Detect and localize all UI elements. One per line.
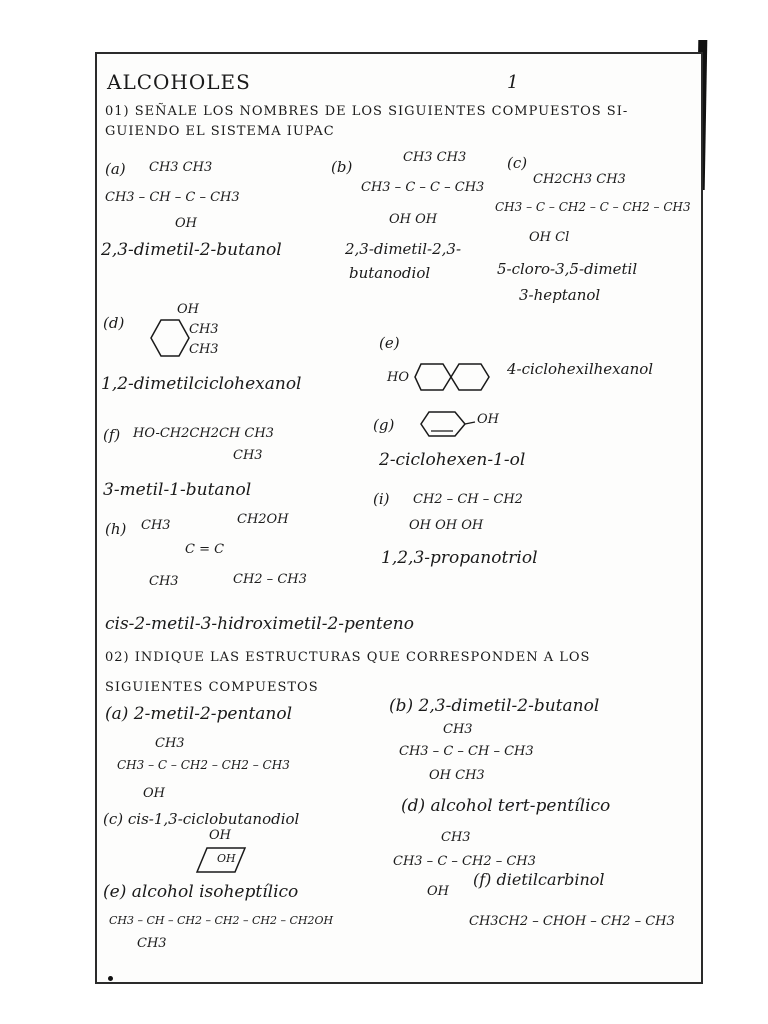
q1f-sub: CH3 — [233, 448, 263, 463]
q2e-sub: CH3 — [137, 936, 167, 951]
q2b-chain: CH3 – C – CH – CH3 — [399, 744, 534, 759]
q1f-label: (f) — [103, 426, 121, 444]
q1g-oh: OH — [477, 412, 499, 427]
q1e-label: (e) — [379, 334, 400, 352]
q1h-top-right: CH2OH — [237, 512, 289, 527]
q1e-ho: HO — [387, 370, 409, 385]
q1i-oh: OH OH OH — [409, 518, 484, 533]
q1h-top-left: CH3 — [141, 518, 171, 533]
q1a-label: (a) — [105, 160, 126, 178]
notebook-page — [95, 52, 703, 984]
pen-dot — [108, 976, 113, 981]
q1a-name: 2,3-dimetil-2-butanol — [101, 240, 282, 260]
q1e-name: 4-ciclohexilhexanol — [507, 360, 654, 378]
q2b-name: (b) 2,3-dimetil-2-butanol — [389, 696, 600, 716]
q1a-oh: OH — [175, 216, 197, 231]
q1c-label: (c) — [507, 154, 528, 172]
q1c-sub: OH Cl — [529, 230, 570, 245]
q1h-center: C = C — [185, 542, 225, 557]
q1d-ch3-bottom: CH3 — [189, 342, 219, 357]
q1i-formula: CH2 – CH – CH2 — [413, 492, 523, 507]
q2c-oh-in: OH — [217, 852, 236, 865]
q1c-chain: CH3 – C – CH2 – C – CH2 – CH3 — [495, 200, 691, 214]
q1a-branch: CH3 CH3 — [149, 160, 213, 175]
q2c-oh-top: OH — [209, 828, 231, 843]
q1b-chain: CH3 – C – C – CH3 — [361, 180, 485, 195]
q1i-label: (i) — [373, 490, 390, 508]
q2b-sub: OH CH3 — [429, 768, 485, 783]
q1h-label: (h) — [105, 520, 127, 538]
q1b-name-line1: 2,3-dimetil-2,3- — [345, 240, 462, 258]
q1c-branch: CH2CH3 CH3 — [533, 172, 626, 187]
q1d-ch3-top: CH3 — [189, 322, 219, 337]
q2f-name: (f) dietilcarbinol — [473, 870, 605, 889]
q2b-branch: CH3 — [443, 722, 473, 737]
q1b-oh: OH OH — [389, 212, 438, 227]
q2d-name: (d) alcohol tert-pentílico — [401, 796, 611, 816]
q1f-formula: HO-CH2CH2CH CH3 — [133, 426, 274, 441]
q2a-branch: CH3 — [155, 736, 185, 751]
q2c-name: (c) cis-1,3-ciclobutanodiol — [103, 810, 300, 828]
page-number: 1 — [507, 72, 519, 93]
q1h-name: cis-2-metil-3-hidroximetil-2-penteno — [105, 614, 414, 634]
q1d-label: (d) — [103, 314, 125, 332]
q2a-name: (a) 2-metil-2-pentanol — [105, 704, 293, 724]
page-title: ALCOHOLES — [107, 70, 251, 94]
q1g-label: (g) — [373, 416, 395, 434]
q1c-name-line2: 3-heptanol — [519, 286, 601, 304]
q1b-label: (b) — [331, 158, 353, 176]
q1d-oh: OH — [177, 302, 199, 317]
q2-heading-line2: SIGUIENTES COMPUESTOS — [105, 680, 319, 695]
q1g-name: 2-ciclohexen-1-ol — [379, 450, 526, 470]
q2e-chain: CH3 – CH – CH2 – CH2 – CH2 – CH2OH — [109, 914, 334, 927]
q2f-chain: CH3CH2 – CHOH – CH2 – CH3 — [469, 914, 675, 929]
q1-heading-line1: 01) SEÑALE LOS NOMBRES DE LOS SIGUIENTES COMPUESTOS SI- — [105, 104, 629, 119]
q1a-chain: CH3 – CH – C – CH3 — [105, 190, 240, 205]
q1h-bottom-left: CH3 — [149, 574, 179, 589]
q2a-oh: OH — [143, 786, 165, 801]
q2a-chain: CH3 – C – CH2 – CH2 – CH3 — [117, 758, 290, 772]
q1i-name: 1,2,3-propanotriol — [381, 548, 538, 568]
q1f-name: 3-metil-1-butanol — [103, 480, 252, 500]
q1h-bottom-right: CH2 – CH3 — [233, 572, 307, 587]
q1e-bicyclohexyl-rings — [413, 362, 497, 392]
q1b-branch: CH3 CH3 — [403, 150, 467, 165]
q2e-name: (e) alcohol isoheptílico — [103, 882, 299, 902]
q1d-name: 1,2-dimetilciclohexanol — [101, 374, 302, 394]
q1g-cyclohexene-ring — [419, 410, 469, 438]
q1c-name-line1: 5-cloro-3,5-dimetil — [497, 260, 638, 278]
q2d-branch: CH3 — [441, 830, 471, 845]
q2d-oh: OH — [427, 884, 449, 899]
q2-heading-line1: 02) INDIQUE LAS ESTRUCTURAS QUE CORRESPONDEN A LOS — [105, 650, 591, 665]
q1-heading-line2: GUIENDO EL SISTEMA IUPAC — [105, 124, 335, 139]
q1b-name-line2: butanodiol — [349, 264, 431, 282]
q2d-chain: CH3 – C – CH2 – CH3 — [393, 854, 536, 869]
